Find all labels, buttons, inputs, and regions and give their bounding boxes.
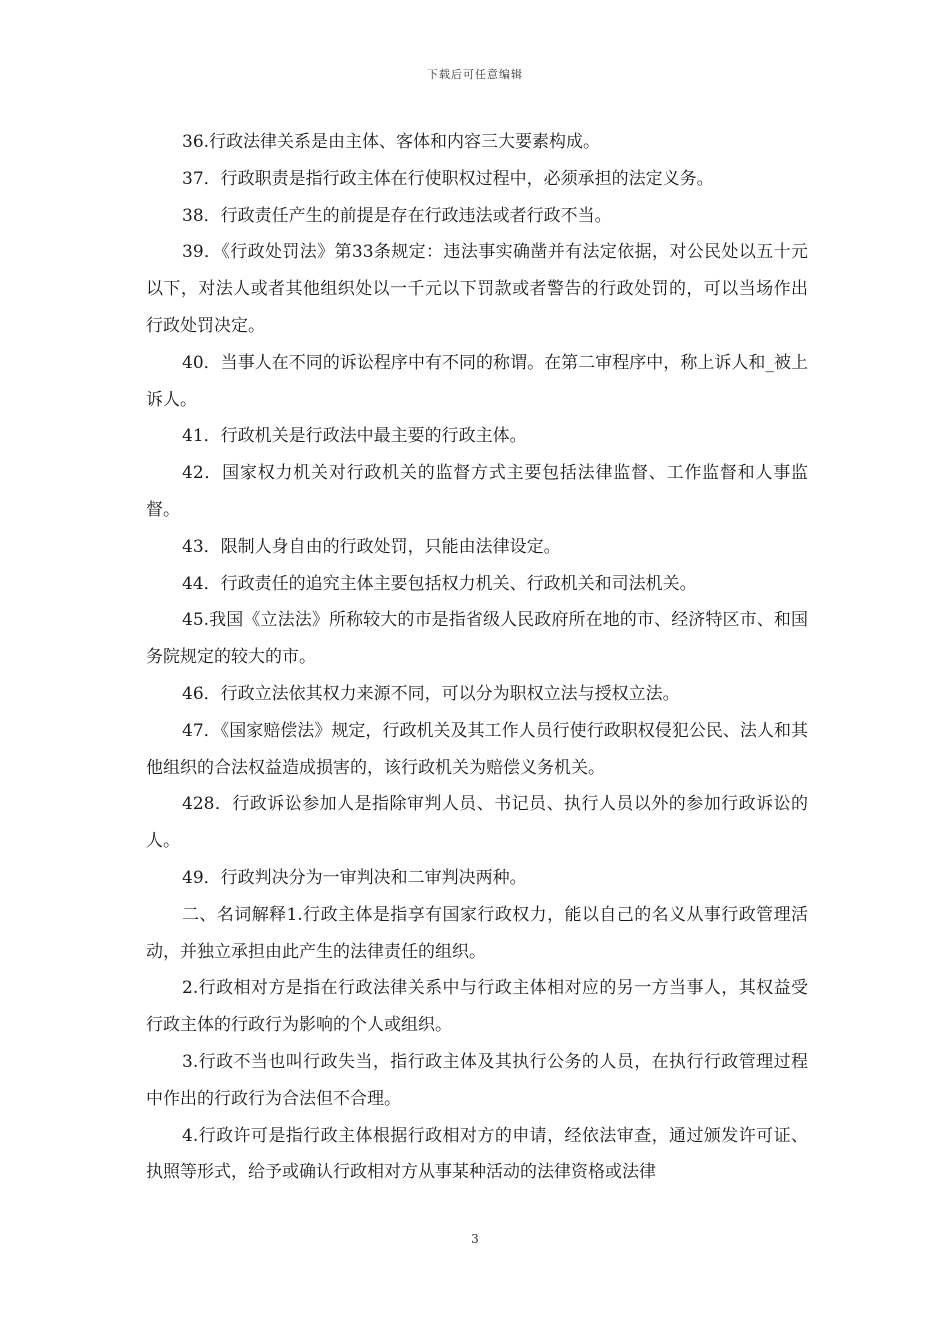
paragraph-term-2: 2.行政相对方是指在行政法律关系中与行政主体相对应的另一方当事人，其权益受行政主体的行政行为影响的个人或组织。 (146, 978, 808, 1036)
paragraph-37: 37．行政职责是指行政主体在行使职权过程中，必须承担的法定义务。 (182, 168, 714, 189)
paragraph-47: 47．《国家赔偿法》规定，行政机关及其工作人员行使行政职权侵犯公民、法人和其他组织的合法权益造成损害的，该行政机关为赔偿义务机关。 (146, 720, 808, 778)
paragraph-49: 49．行政判决分为一审判决和二审判决两种。 (182, 867, 527, 888)
paragraph-38: 38．行政责任产生的前提是存在行政违法或者行政不当。 (182, 205, 612, 226)
paragraph-term-1: 二、名词解释1.行政主体是指享有国家行政权力，能以自己的名义从事行政管理活动，并独立承担由此产生的法律责任的组织。 (146, 904, 808, 962)
page-number: 3 (471, 1232, 479, 1246)
paragraph-42: 42．国家权力机关对行政机关的监督方式主要包括法律监督、工作监督和人事监督。 (146, 463, 808, 520)
paragraph-46: 46．行政立法依其权力来源不同，可以分为职权立法与授权立法。 (182, 683, 680, 704)
paragraph-36: 36.行政法律关系是由主体、客体和内容三大要素构成。 (182, 132, 601, 152)
paragraph-44: 44．行政责任的追究主体主要包括权力机关、行政机关和司法机关。 (182, 573, 697, 594)
paragraph-43: 43．限制人身自由的行政处罚，只能由法律设定。 (182, 536, 561, 557)
document-body (146, 124, 808, 1191)
paragraph-term-4: 4.行政许可是指行政主体根据行政相对方的申请，经依法审查，通过颁发许可证、执照等形式，给予或确认行政相对方从事某种活动的法律资格或法律 (146, 1125, 808, 1183)
paragraph-48: 428．行政诉讼参加人是指除审判人员、书记员、执行人员以外的参加行政诉讼的人。 (146, 794, 808, 852)
paragraph-39: 39．《行政处罚法》第33条规定：违法事实确凿并有法定依据，对公民处以五十元以下，对法人或者其他组织处以一千元以下罚款或者警告的行政处罚的，可以当场作出行政处罚决定。 (146, 242, 808, 336)
page-header: 下载后可任意编辑 (427, 68, 523, 81)
paragraph-41: 41．行政机关是行政法中最主要的行政主体。 (182, 426, 527, 447)
paragraph-45: 45.我国《立法法》所称较大的市是指省级人民政府所在地的市、经济特区市、和国务院规定的较大的市。 (146, 610, 808, 668)
paragraph-term-3: 3.行政不当也叫行政失当，指行政主体及其执行公务的人员，在执行行政管理过程中作出的行政行为合法但不合理。 (146, 1051, 808, 1109)
paragraph-40: 40．当事人在不同的诉讼程序中有不同的称谓。在第二审程序中，称上诉人和_被上诉人。 (146, 352, 808, 410)
